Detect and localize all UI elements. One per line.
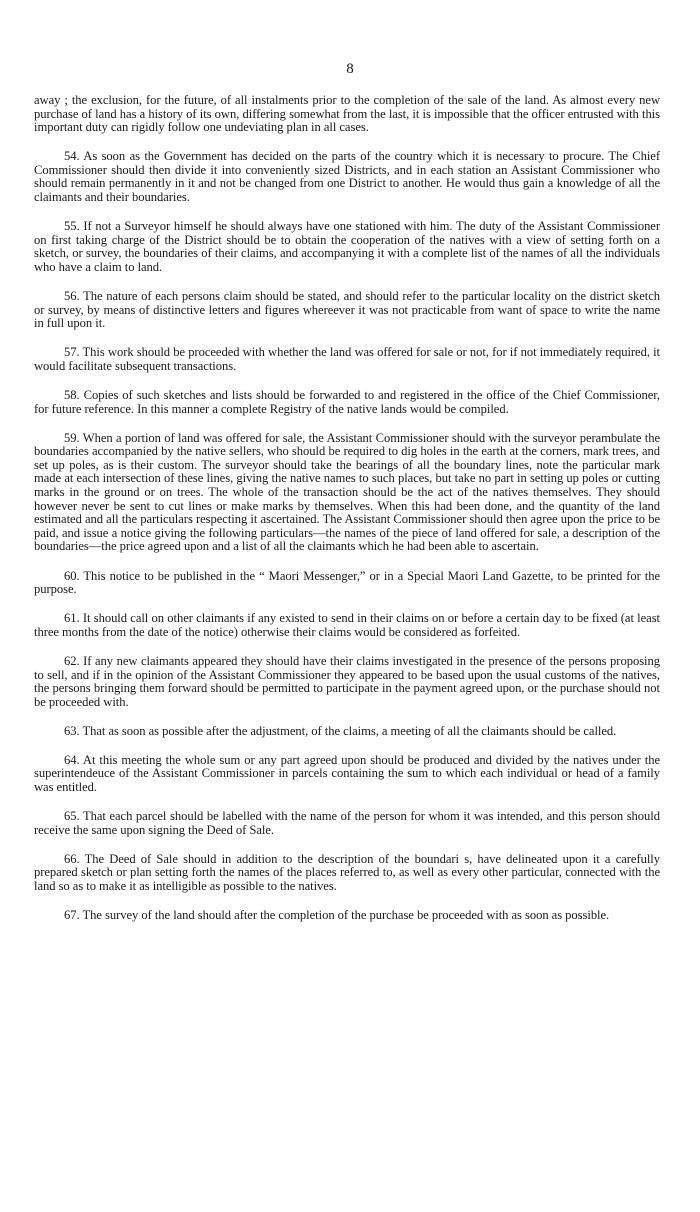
paragraph-62: 62. If any new claimants appeared they should have their claims investigated in the presence of the persons proposing to sell, and if in the opinion of the Assistant Commissioner they appeared to be based upon the usual customs of the natives, the persons bringing them forward should be permitted to participate in the payment agreed upon, or the purchase should not be proceeded with. (34, 653, 660, 709)
paragraph-55: 55. If not a Surveyor himself he should always have one stationed with him. The duty of the Assistant Commissioner on first taking charge of the District should be to obtain the cooperation of the natives with a view of setting forth on a sketch, or survey, the boundaries of their claims, and accompanying it with a complete list of the names of all the individuals who have a claim to land. (34, 219, 660, 274)
paragraph-61: 61. It should call on other claimants if any existed to send in their claims on or before a certain day to be fixed (at least three months from the date of the notice) otherwise their claims would be considered as forfeited. (34, 611, 660, 639)
paragraph-54: 54. As soon as the Government has decided on the parts of the country which it is necessary to procure. The Chief Commissioner should then divide it into conveniently sized Districts, and in each station an Assistant Commissioner who should remain permanently in it and not be changed from one District to another. He would thus gain a knowledge of all the claimants and their boundaries. (34, 149, 660, 205)
paragraph-65: 65. That each parcel should be labelled with the name of the person for whom it was intended, and this person should receive the same upon signing the Deed of Sale. (34, 809, 660, 837)
document-body (34, 94, 660, 923)
paragraph-continuation: away ; the exclusion, for the future, of all instalments prior to the completion of the sale of the land. As almost every new purchase of land has a history of its own, differing somewhat from the last, it is impossible that the officer entrusted with this important duty can rigidly follow one undeviating plan in all cases. (34, 93, 660, 135)
paragraph-64: 64. At this meeting the whole sum or any part agreed upon should be produced and divided by the natives under the superintendeuce of the Assistant Commissioner in parcels containing the sum to which each individual or head of a family was entitled. (34, 752, 660, 795)
paragraph-67: 67. The survey of the land should after the completion of the purchase be proceeded with as soon as possible. (64, 908, 610, 923)
paragraph-60: 60. This notice to be published in the “ Maori Messenger,” or in a Special Maori Land Gazette, to be printed for the purpose. (34, 568, 660, 597)
paragraph-66: 66. The Deed of Sale should in addition to the description of the boundari s, have delineated upon it a carefully prepared sketch or plan setting forth the names of the places referred to, as well as every other particular, connected with the land so as to make it as intelligible as possible to the natives. (34, 851, 660, 894)
paragraph-59: 59. When a portion of land was offered for sale, the Assistant Commissioner should with the surveyor perambulate the boundaries accompanied by the native sellers, who should be required to dig holes in the earth at the corners, mark trees, and set up poles, as is their custom. The surveyor should take the bearings of all the boundary lines, note the particular mark made at each intersection of these lines, giving the native names to such places, but take no part in setting up poles or cutting marks in the ground or on trees. The whole of the transaction should be the act of the natives themselves. They should however never be sent to cut lines or make marks by themselves. When this had been done, and the quantity of the land estimated and all the particulars respecting it ascertained. The Assistant Commissioner should then agree upon the price to be paid, and issue a notice giving the following particulars—the names of the piece of land offered for sale, a description of the boundaries—the price agreed upon and a list of all the claimants which he had been able to ascertain. (34, 430, 660, 554)
paragraph-57: 57. This work should be proceeded with whether the land was offered for sale or not, for if not immediately required, it would facilitate subsequent transactions. (34, 345, 660, 373)
paragraph-58: 58. Copies of such sketches and lists should be forwarded to and registered in the office of the Chief Commissioner, for future reference. In this manner a complete Registry of the native lands would be compiled. (34, 388, 660, 416)
paragraph-63: 63. That as soon as possible after the adjustment, of the claims, a meeting of all the claimants should be called. (64, 723, 617, 738)
page-number: 8 (346, 61, 354, 77)
paragraph-56: 56. The nature of each persons claim should be stated, and should refer to the particular locality on the district sketch or survey, by means of distinctive letters and figures whereever it was not practicable from want of space to write the name in full upon it. (34, 289, 660, 331)
